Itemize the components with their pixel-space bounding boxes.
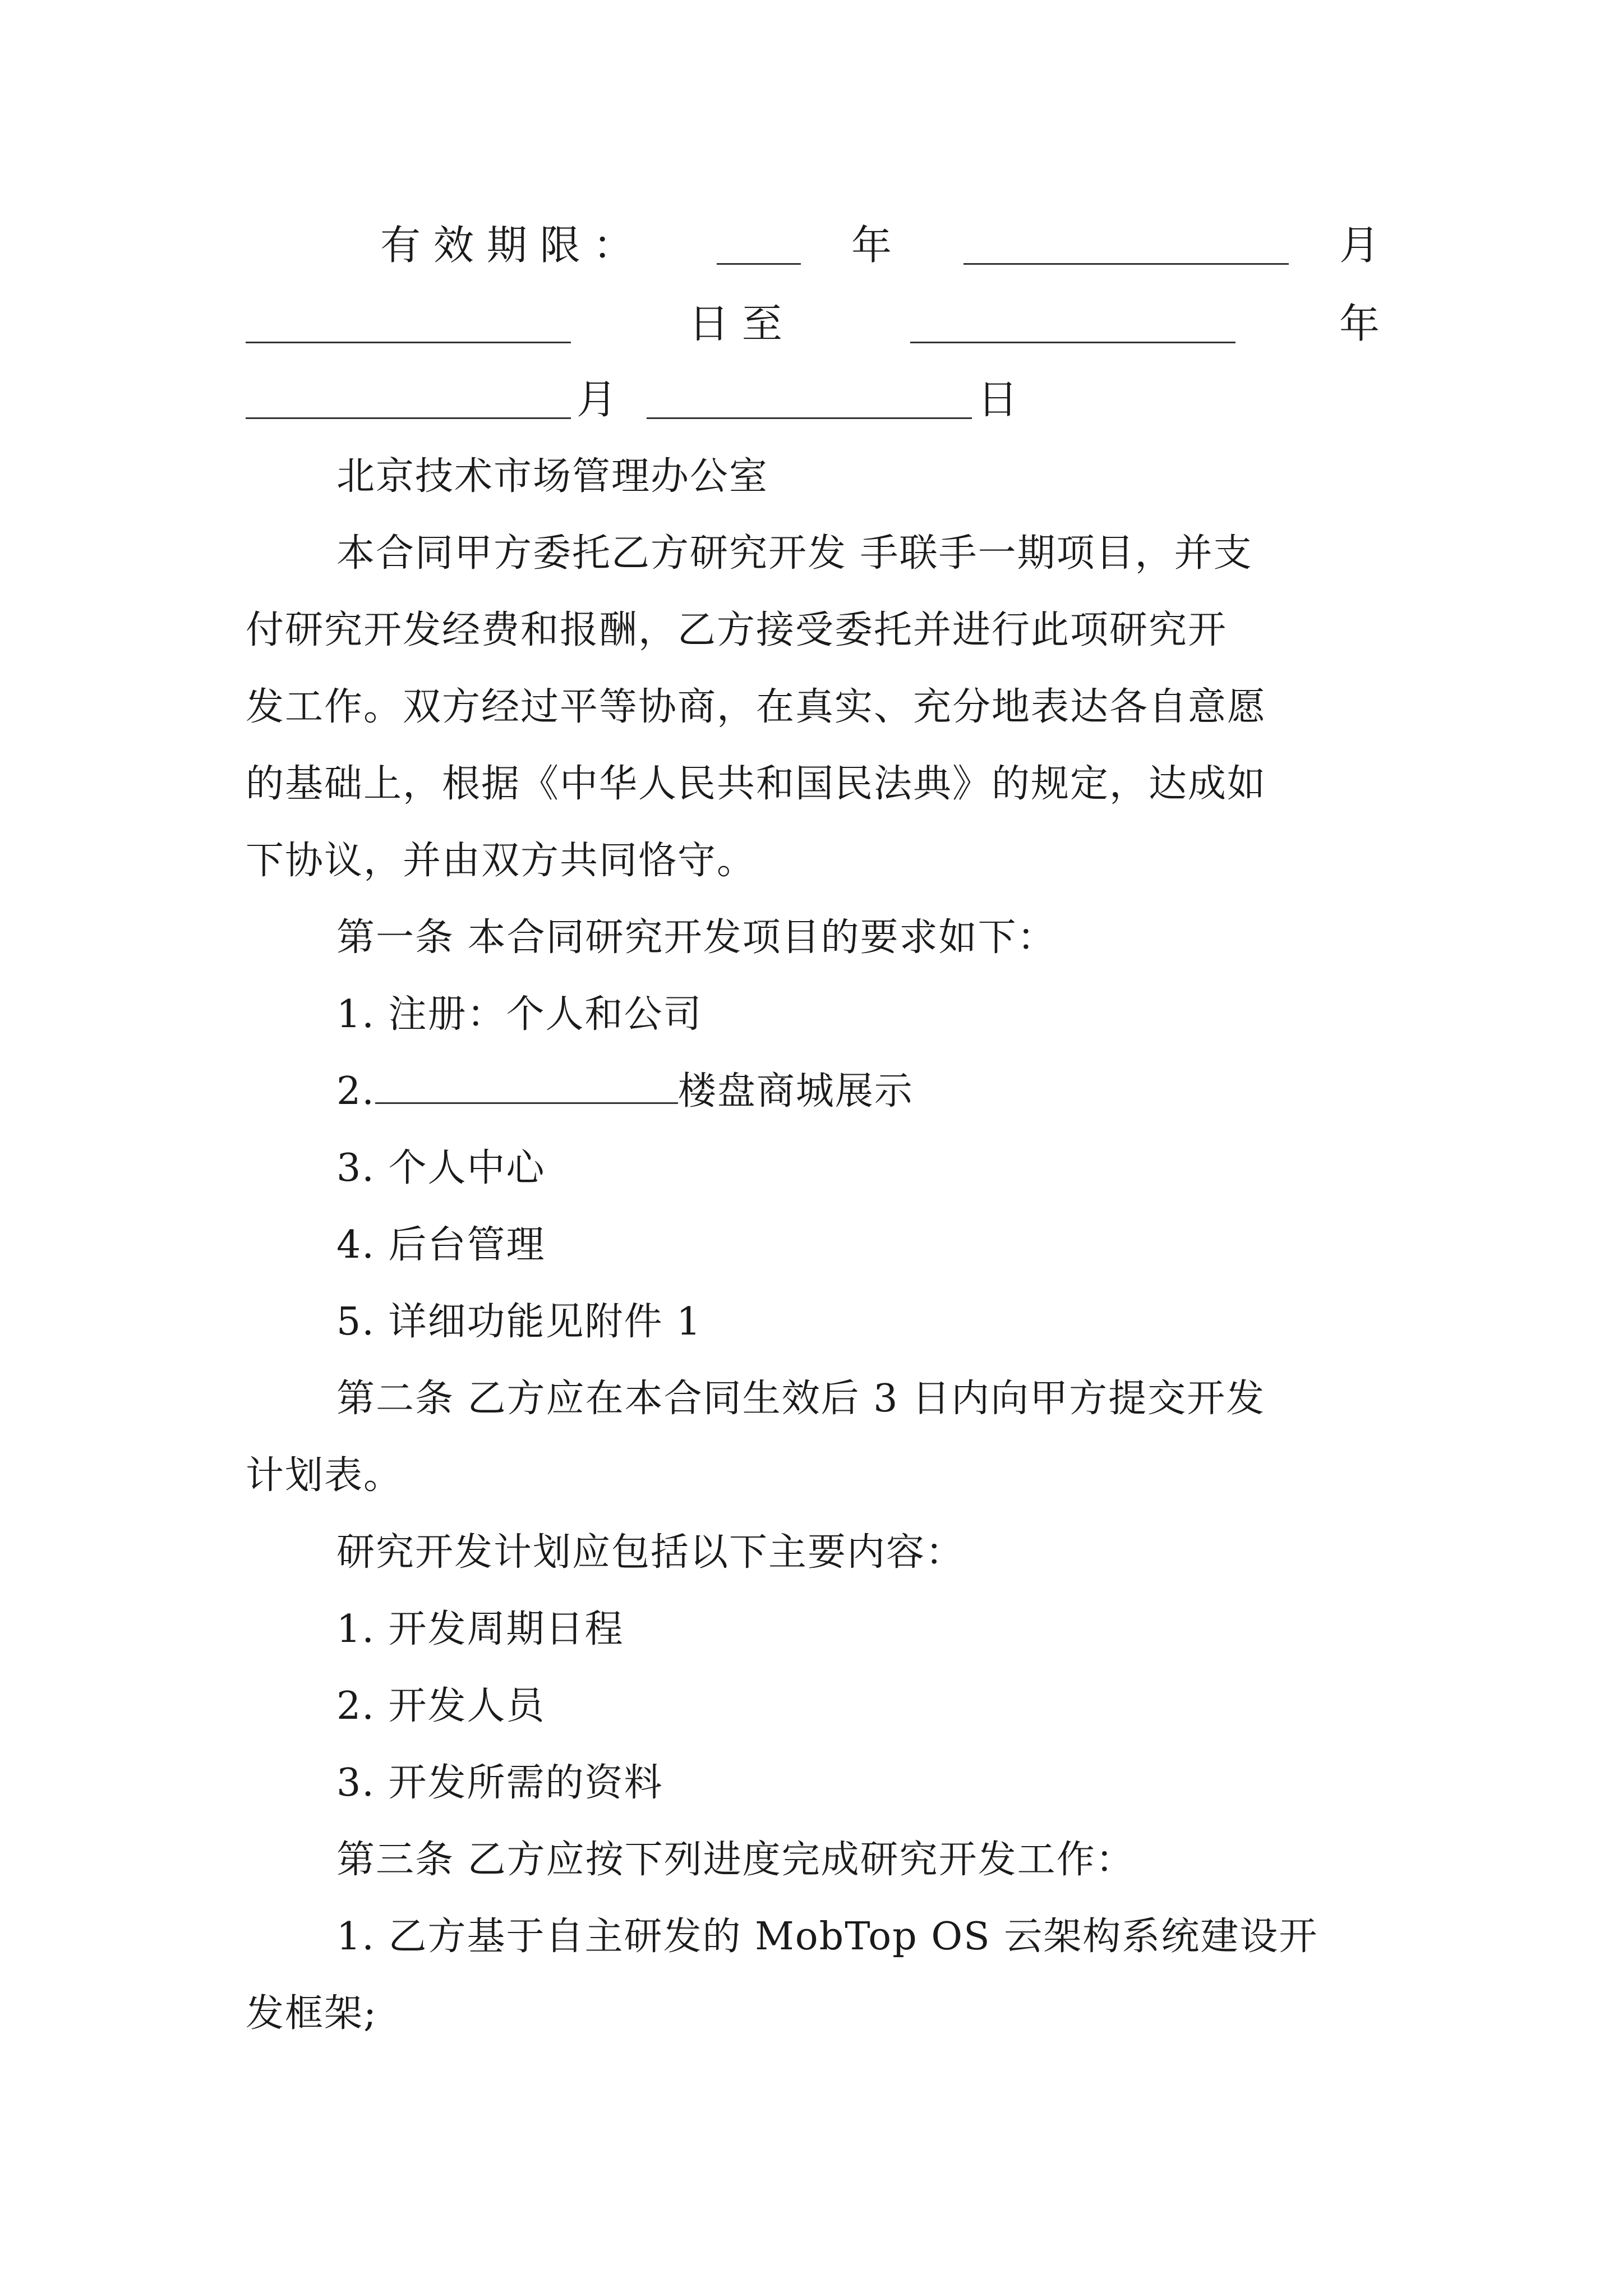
month-label-1: 月: [1339, 222, 1380, 269]
day-label-2: 日: [978, 376, 1018, 423]
day-to-label: 日 至: [689, 300, 782, 347]
month-label-2: 月: [577, 376, 617, 423]
project-name-blank: [375, 1069, 678, 1104]
month-blank-2: [246, 384, 571, 419]
validity-label: 有 效 期 限 ：: [380, 222, 634, 269]
article1-item-3: 3. 个人中心: [336, 1146, 546, 1190]
intro-line-3: 发工作。双方经过平等协商，在真实、充分地表达各自意愿: [246, 685, 1267, 729]
plan-item-1: 1. 开发周期日程: [336, 1607, 624, 1651]
intro-line-2: 付研究开发经费和报酬，乙方接受委托并进行此项研究开: [246, 608, 1228, 652]
office-name: 北京技术市场管理办公室: [336, 454, 769, 499]
article1-item-1: 1. 注册：个人和公司: [336, 992, 703, 1037]
intro-line-4: 的基础上，根据《中华人民共和国民法典》的规定，达成如: [246, 762, 1267, 806]
article1-item-5: 5. 详细功能见附件 1: [336, 1300, 702, 1344]
article3-title: 第三条 乙方应按下列进度完成研究开发工作：: [336, 1838, 1135, 1882]
article2-line-2: 计划表。: [246, 1453, 403, 1498]
year-label-2: 年: [1339, 300, 1380, 347]
plan-item-2: 2. 开发人员: [336, 1684, 546, 1728]
plan-item-3: 3. 开发所需的资料: [336, 1761, 663, 1805]
month-blank-1: [963, 229, 1289, 265]
day-blank-2: [647, 384, 972, 419]
article2-line-1: 第二条 乙方应在本合同生效后 3 日内向甲方提交开发: [336, 1377, 1266, 1421]
plan-title: 研究开发计划应包括以下主要内容：: [336, 1530, 965, 1575]
article1-item-2: [336, 1068, 1378, 1115]
year-blank-1: [717, 229, 801, 265]
article1-item-2-prefix: 2.: [336, 1069, 375, 1114]
article1-item-4: 4. 后台管理: [336, 1223, 546, 1267]
intro-line-5: 下协议，并由双方共同恪守。: [246, 839, 757, 883]
day-blank-1: [246, 308, 571, 343]
article3-item-1-line-2: 发框架;: [246, 1991, 377, 2036]
article1-title: 第一条 本合同研究开发项目的要求如下：: [336, 915, 1057, 960]
year-blank-2: [910, 308, 1235, 343]
article3-item-1-line-1: 1. 乙方基于自主研发的 MobTop OS 云架构系统建设开: [336, 1915, 1318, 1959]
article1-item-2-text: 楼盘商城展示: [677, 1069, 914, 1114]
intro-line-1: 本合同甲方委托乙方研究开发 手联手一期项目，并支: [336, 531, 1253, 576]
year-label-1: 年: [851, 222, 892, 269]
